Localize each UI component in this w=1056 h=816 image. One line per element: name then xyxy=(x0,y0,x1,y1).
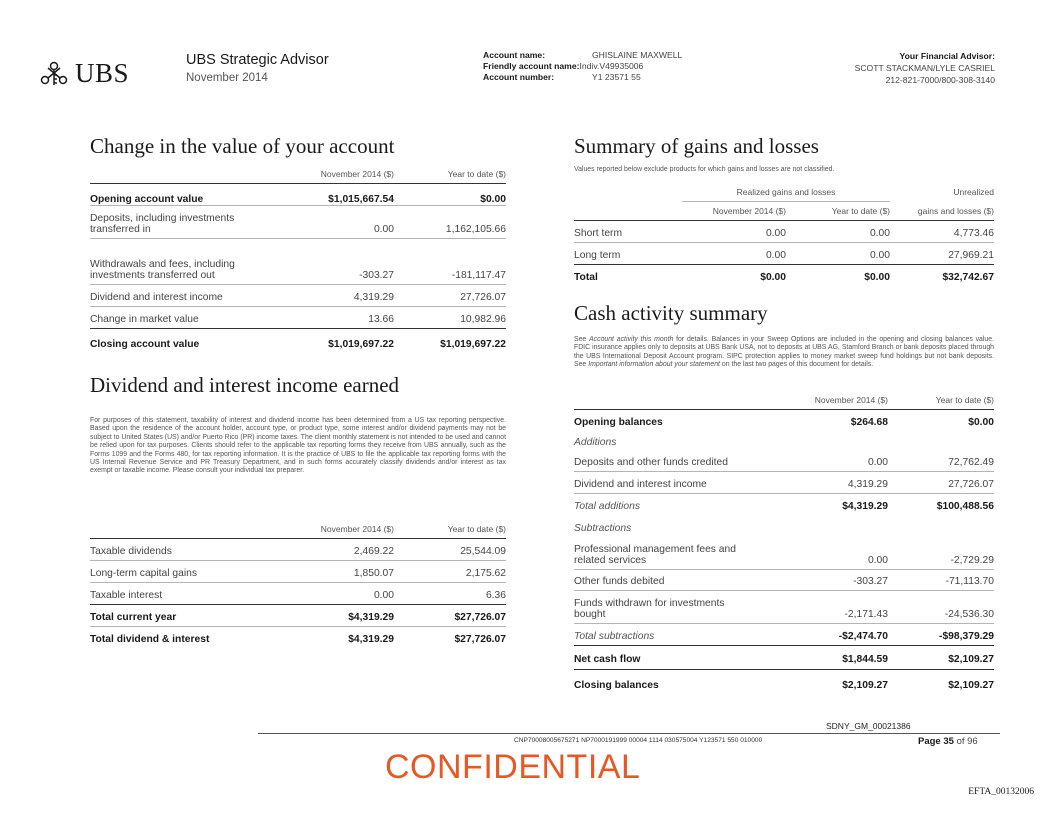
row-month: 0.00 xyxy=(682,242,786,264)
row-label: Subtractions xyxy=(574,523,632,534)
page-number: 35 xyxy=(943,736,954,747)
col-month-header: November 2014 ($) xyxy=(784,390,888,409)
row-label: Total dividend & interest xyxy=(90,634,210,645)
row-month: 0.00 xyxy=(682,220,786,242)
table-row xyxy=(90,284,506,306)
table-row xyxy=(574,242,994,264)
note-text: See xyxy=(574,336,590,343)
row-ytd: -181,117.47 xyxy=(394,238,506,284)
row-ytd: $100,488.56 xyxy=(936,501,994,512)
row-ytd: $0.00 xyxy=(864,272,890,283)
note-text: on the last two pages of this document for details. xyxy=(719,361,874,369)
table-row xyxy=(90,183,506,205)
row-label: Net cash flow xyxy=(574,645,784,669)
col-ytd-header: Year to date ($) xyxy=(786,201,890,220)
row-ytd: 72,762.49 xyxy=(888,451,994,471)
row-label: Long term xyxy=(574,242,682,264)
row-ytd: 10,982.96 xyxy=(394,306,506,328)
row-ytd: 0.00 xyxy=(786,220,890,242)
footer-divider xyxy=(258,733,1000,734)
col-ytd-header: Year to date ($) xyxy=(394,519,506,538)
table-row xyxy=(574,471,994,493)
friendly-name-value: Indiv.V49935006 xyxy=(579,61,644,71)
row-unrealized: $32,742.67 xyxy=(942,272,994,283)
unrealized-group-header: Unrealized xyxy=(953,187,994,197)
row-month: $0.00 xyxy=(760,272,786,283)
col-month-header: November 2014 ($) xyxy=(682,201,786,220)
row-month: $1,844.59 xyxy=(784,645,888,669)
change-in-value-table xyxy=(90,164,506,350)
row-month: $4,319.29 xyxy=(842,501,888,512)
row-month: $1,015,667.54 xyxy=(280,183,394,205)
table-row xyxy=(90,604,506,626)
row-ytd: $0.00 xyxy=(968,417,994,428)
row-ytd: $2,109.27 xyxy=(948,680,994,691)
row-unrealized: 27,969.21 xyxy=(890,242,994,264)
row-month: 4,319.29 xyxy=(784,471,888,493)
note-text: for details. Balances in your Sweep Options are included in the opening and closing balances value. FDIC insurance applies only to deposits at UBS Bank USA, not to deposits at UBS AG, Stamford Branch or bank deposits placed through the UBS International Deposit Account program. SIPC protection applies to money market sweep fund holdings but not bank deposits. See xyxy=(574,336,994,369)
cash-title: Cash activity summary xyxy=(574,301,768,325)
col-ytd-header: Year to date ($) xyxy=(888,390,994,409)
row-month: -303.27 xyxy=(784,569,888,590)
row-ytd: $1,019,697.22 xyxy=(440,339,506,350)
cash-table xyxy=(574,390,994,695)
row-ytd: -$98,379.29 xyxy=(888,623,994,645)
cash-note xyxy=(574,336,994,370)
efta-number: EFTA_00132006 xyxy=(968,787,1034,797)
row-label: Long-term capital gains xyxy=(90,560,280,582)
row-label: Total additions xyxy=(574,501,641,512)
row-month: 0.00 xyxy=(784,537,888,569)
gains-title: Summary of gains and losses xyxy=(574,134,819,158)
table-row xyxy=(574,645,994,669)
row-ytd: 2,175.62 xyxy=(394,560,506,582)
table-header xyxy=(90,164,506,183)
col-month-header: November 2014 ($) xyxy=(280,519,394,538)
row-month: -303.27 xyxy=(280,238,394,284)
advisor-names: SCOTT STACKMAN/LYLE CASRIEL xyxy=(854,63,995,73)
table-row xyxy=(90,205,506,238)
row-month: $1,019,697.22 xyxy=(328,339,394,350)
friendly-name-label: Friendly account name: xyxy=(483,61,580,71)
row-label: Opening balances xyxy=(574,417,663,428)
row-month: $4,319.29 xyxy=(348,634,394,645)
col-month-header: November 2014 ($) xyxy=(280,164,394,183)
table-row xyxy=(574,569,994,590)
table-row xyxy=(574,409,994,431)
table-row xyxy=(574,623,994,645)
table-row xyxy=(90,238,506,284)
table-row xyxy=(90,582,506,604)
dividend-title: Dividend and interest income earned xyxy=(90,373,400,397)
three-keys-icon xyxy=(38,60,70,88)
row-unrealized: 4,773.46 xyxy=(890,220,994,242)
table-header xyxy=(90,519,506,538)
row-ytd: $0.00 xyxy=(394,183,506,205)
table-row xyxy=(574,515,994,537)
table-row xyxy=(90,538,506,560)
confidential-stamp: CONFIDENTIAL xyxy=(385,748,641,786)
gains-note: Values reported below exclude products for which gains and losses are not classified. xyxy=(574,166,835,173)
row-month: 4,319.29 xyxy=(280,284,394,306)
row-label: Withdrawals and fees, including investments transferred out xyxy=(90,238,280,284)
row-month: $264.68 xyxy=(850,417,888,428)
dividend-note: For purposes of this statement, taxability of interest and dividend income has been determined from a US tax reporting perspective. Based upon the residence of the account holder, account type, or product type, some interest and/or dividend payments may not be subject to United States (US) and/or Puerto Rico (PR) income taxes. The client monthly statement is not intended to be used and cannot be relied upon for tax purposes. Clients should refer to the applicable tax reporting forms they receive from UBS annually, such as the Forms 1099 and the Forms 480, for tax reporting information. It is the practice of UBS to file the applicable tax reporting forms with the US Internal Revenue Service and PR Treasury Department, and in such forms accurately classify dividends and/or interest as tax exempt or taxable income. Please consult your individual tax preparer. xyxy=(90,417,506,475)
row-ytd: -71,113.70 xyxy=(888,569,994,590)
row-label: Deposits and other funds credited xyxy=(574,451,784,471)
row-ytd: 6.36 xyxy=(394,582,506,604)
col-ytd-header: Year to date ($) xyxy=(394,164,506,183)
table-row xyxy=(574,220,994,242)
account-info xyxy=(483,50,682,83)
row-label: Taxable interest xyxy=(90,582,280,604)
row-ytd: 27,726.07 xyxy=(888,471,994,493)
row-label: Dividend and interest income xyxy=(90,284,280,306)
row-label: Funds withdrawn for investments bought xyxy=(574,590,784,623)
row-month: 2,469.22 xyxy=(280,538,394,560)
change-in-value-title: Change in the value of your account xyxy=(90,134,395,158)
table-row xyxy=(90,328,506,350)
account-number-value: Y1 23571 55 xyxy=(592,72,641,82)
account-name-label: Account name: xyxy=(483,50,546,60)
document-code: CNP70008005675271 NP7000191999 00004 1114 030575004 Y123571 550 010000 xyxy=(514,737,763,744)
row-month: 0.00 xyxy=(280,582,394,604)
gains-table xyxy=(574,181,994,286)
table-row xyxy=(574,669,994,695)
row-label: Deposits, including investments transferred in xyxy=(90,205,280,238)
page-indicator xyxy=(918,736,978,747)
row-label: Opening account value xyxy=(90,183,280,205)
row-ytd: $27,726.07 xyxy=(454,634,506,645)
table-row xyxy=(574,537,994,569)
page-label: Page xyxy=(918,736,941,747)
row-label: Other funds debited xyxy=(574,569,784,590)
row-ytd: $27,726.07 xyxy=(394,604,506,626)
statement-period: November 2014 xyxy=(186,72,268,84)
row-month: 0.00 xyxy=(784,451,888,471)
table-group-header xyxy=(574,181,994,201)
page-total: of 96 xyxy=(956,736,978,747)
row-ytd: -24,536.30 xyxy=(888,590,994,623)
row-label: Closing account value xyxy=(90,339,200,350)
table-row xyxy=(574,264,994,286)
table-row xyxy=(574,451,994,471)
table-row xyxy=(574,431,994,451)
row-month: $2,109.27 xyxy=(842,680,888,691)
row-month: $4,319.29 xyxy=(280,604,394,626)
row-month: -$2,474.70 xyxy=(784,623,888,645)
bates-number: SDNY_GM_00021386 xyxy=(826,721,911,731)
row-ytd: 25,544.09 xyxy=(394,538,506,560)
advisor-label: Your Financial Advisor: xyxy=(899,51,995,61)
row-label: Dividend and interest income xyxy=(574,471,784,493)
row-ytd: $2,109.27 xyxy=(888,645,994,669)
ubs-logo xyxy=(38,58,129,89)
row-label: Additions xyxy=(574,437,617,448)
col-unrealized-header: gains and losses ($) xyxy=(890,201,994,220)
row-label: Total subtractions xyxy=(574,623,784,645)
row-ytd: 1,162,105.66 xyxy=(394,205,506,238)
ubs-logo-text: UBS xyxy=(75,58,130,88)
statement-title: UBS Strategic Advisor xyxy=(186,52,329,68)
row-label: Total xyxy=(574,272,598,283)
row-label: Total current year xyxy=(90,604,280,626)
row-ytd: -2,729.29 xyxy=(888,537,994,569)
table-row xyxy=(90,560,506,582)
row-month: 1,850.07 xyxy=(280,560,394,582)
account-name-value: GHISLAINE MAXWELL xyxy=(592,50,683,60)
dividend-table xyxy=(90,519,506,648)
row-label: Taxable dividends xyxy=(90,538,280,560)
note-link-important-information: Important information about your statement xyxy=(588,361,720,369)
row-label: Short term xyxy=(574,220,682,242)
row-ytd: 0.00 xyxy=(786,242,890,264)
table-row xyxy=(574,493,994,515)
table-header xyxy=(574,390,994,409)
row-month: 0.00 xyxy=(280,205,394,238)
row-label: Closing balances xyxy=(574,680,659,691)
realized-group-header: Realized gains and losses xyxy=(682,181,890,201)
table-header xyxy=(574,201,994,220)
row-label: Professional management fees and related services xyxy=(574,537,784,569)
row-month: -2,171.43 xyxy=(784,590,888,623)
note-link-account-activity: Account activity this month xyxy=(589,336,674,343)
table-row xyxy=(90,626,506,648)
advisor-phone: 212-821-7000/800-308-3140 xyxy=(885,75,995,85)
table-row xyxy=(90,306,506,328)
row-ytd: 27,726.07 xyxy=(394,284,506,306)
row-month: 13.66 xyxy=(280,306,394,328)
row-label: Change in market value xyxy=(90,306,280,328)
table-row xyxy=(574,590,994,623)
financial-advisor xyxy=(855,50,995,86)
account-number-label: Account number: xyxy=(483,72,555,82)
